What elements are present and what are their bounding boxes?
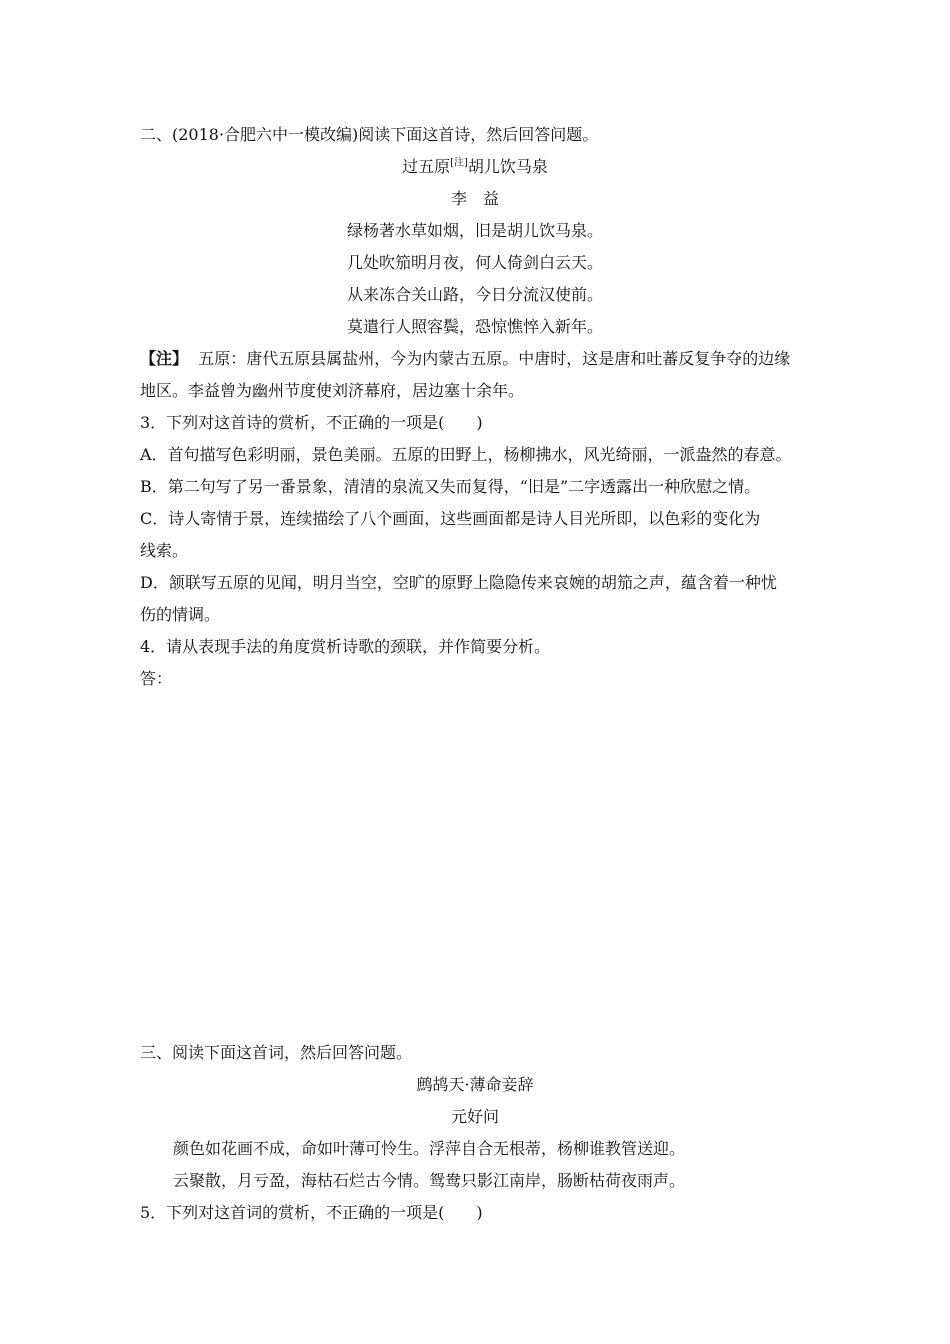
section-2-heading: 二、(2018·合肥六中一模改编)阅读下面这首诗，然后回答问题。 (140, 125, 599, 144)
option-d-line-2: 伤的情调。 (140, 605, 221, 624)
poem-line: 莫遣行人照容鬓，恐惊憔悴入新年。 (346, 317, 603, 336)
answer-label: 答： (140, 669, 173, 688)
ci-title: 鹧鸪天·薄命妾辞 (416, 1075, 534, 1094)
poem-author: 李 益 (450, 189, 499, 208)
poem-title-note-mark: [注] (450, 157, 468, 169)
note-line-2: 地区。李益曾为幽州节度使刘济幕府，居边塞十余年。 (140, 381, 525, 400)
option-c-line-1: C．诗人寄情于景，连续描绘了八个画面，这些画面都是诗人目光所即，以色彩的变化为 (140, 509, 761, 528)
poem-title-part-b: 胡儿饮马泉 (467, 157, 548, 176)
option-a: A．首句描写色彩明丽，景色美丽。五原的田野上，杨柳拂水，风光绮丽，一派盎然的春意。 (140, 445, 792, 464)
question-4: 4．请从表现手法的角度赏析诗歌的颈联，并作简要分析。 (140, 637, 551, 656)
question-3: 3．下列对这首诗的赏析，不正确的一项是( ) (140, 413, 483, 432)
poem-title-part-a: 过五原 (402, 157, 451, 176)
note-line-1 (140, 348, 790, 370)
poem-title (0, 156, 950, 178)
ci-line-2: 云聚散，月亏盈，海枯石烂古今情。鸳鸯只影江南岸，肠断枯荷夜雨声。 (173, 1171, 686, 1190)
note-label: 【注】 (140, 349, 189, 368)
option-c-line-2: 线索。 (140, 541, 189, 560)
section-3-heading: 三、阅读下面这首词，然后回答问题。 (140, 1043, 413, 1062)
note-text: 五原：唐代五原县属盐州，今为内蒙古五原。中唐时，这是唐和吐蕃反复争夺的边缘 (198, 349, 791, 368)
option-d-line-1: D．颔联写五原的见闻，明月当空，空旷的原野上隐隐传来哀婉的胡笳之声，蕴含着一种忧 (140, 573, 777, 592)
option-b: B．第二句写了另一番景象，清清的泉流又失而复得，“旧是”二字透露出一种欣慰之情。 (140, 477, 761, 496)
ci-line-1: 颜色如花画不成，命如叶薄可怜生。浮萍自合无根蒂，杨柳谁教管送迎。 (173, 1139, 686, 1158)
question-5: 5．下列对这首词的赏析，不正确的一项是( ) (140, 1203, 483, 1222)
ci-author: 元好问 (450, 1107, 499, 1126)
poem-line: 绿杨著水草如烟，旧是胡儿饮马泉。 (346, 221, 603, 240)
poem-line: 几处吹笳明月夜，何人倚剑白云天。 (346, 253, 603, 272)
poem-line: 从来冻合关山路，今日分流汉使前。 (346, 285, 603, 304)
